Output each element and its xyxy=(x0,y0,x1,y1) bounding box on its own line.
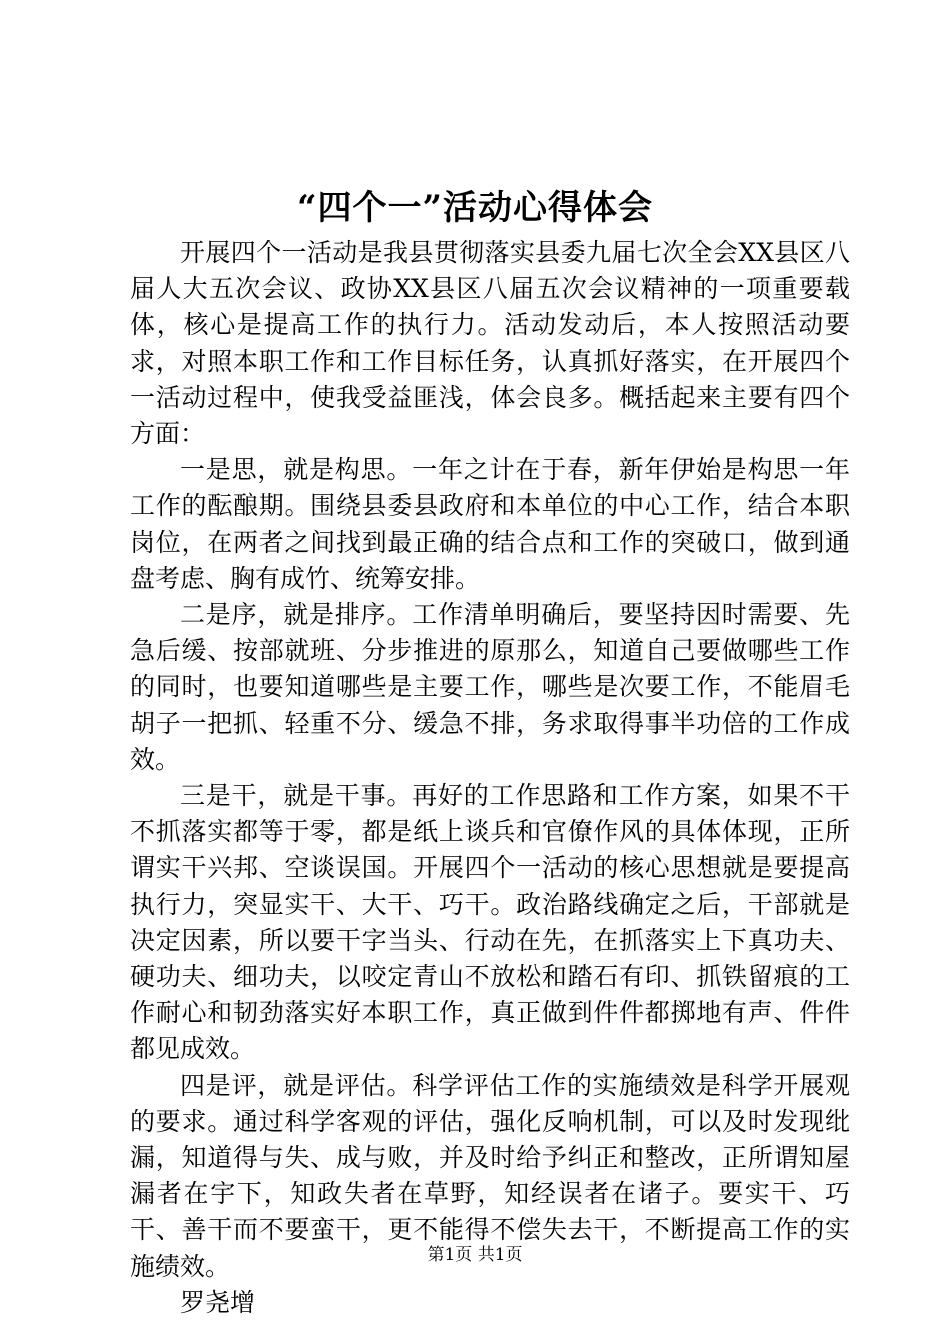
author-signature: 罗尧增 xyxy=(180,1287,256,1317)
document-title: “四个一”活动心得体会 xyxy=(296,188,654,228)
paragraph-order: 二是序，就是排序。工作清单明确后，要坚持因时需要、先急后缓、按部就班、分步推进的原那么，知道自己要做哪些工作的同时，也要知道哪些是主要工作，哪些是次要工作，不能眉毛胡子一把抓、轻重不分、缓急不排，务求取得事半功倍的工作成效。 xyxy=(130,600,850,774)
document-body xyxy=(130,235,850,1321)
paragraph-evaluate: 四是评，就是评估。科学评估工作的实施绩效是科学开展观的要求。通过科学客观的评估，强化反响机制，可以及时发现纰漏，知道得与失、成与败，并及时给予纠正和整改，正所谓知屋漏者在宇下，知政失者在草野，知经误者在诸子。要实干、巧干、善干而不要蛮干，更不能得不偿失去干，不断提高工作的实施绩效。 xyxy=(130,1070,850,1281)
paragraph-think: 一是思，就是构思。一年之计在于春，新年伊始是构思一年工作的酝酿期。围绕县委县政府和本单位的中心工作，结合本职岗位，在两者之间找到最正确的结合点和工作的突破口，做到通盘考虑、胸有成竹、统筹安排。 xyxy=(130,455,850,593)
paragraph-do: 三是干，就是干事。再好的工作思路和工作方案，如果不干不抓落实都等于零，都是纸上谈兵和官僚作风的具体体现，正所谓实干兴邦、空谈误国。开展四个一活动的核心思想就是要提高执行力，突显实干、大干、巧干。政治路线确定之后，干部就是决定因素，所以要干字当头、行动在先，在抓落实上下真功夫、硬功夫、细功夫，以咬定青山不放松和踏石有印、抓铁留痕的工作耐心和韧劲落实好本职工作，真正做到件件都掷地有声、件件都见成效。 xyxy=(130,781,850,1064)
paragraph-intro: 开展四个一活动是我县贯彻落实县委九届七次全会XX县区八届人大五次会议、政协XX县区八届五次会议精神的一项重要载体，核心是提高工作的执行力。活动发动后，本人按照活动要求，对照本职工作和工作目标任务，认真抓好落实，在开展四个一活动过程中，使我受益匪浅，体会良多。概括起来主要有四个方面： xyxy=(130,238,850,449)
page-footer: 第1页 共1页 xyxy=(427,1245,523,1265)
